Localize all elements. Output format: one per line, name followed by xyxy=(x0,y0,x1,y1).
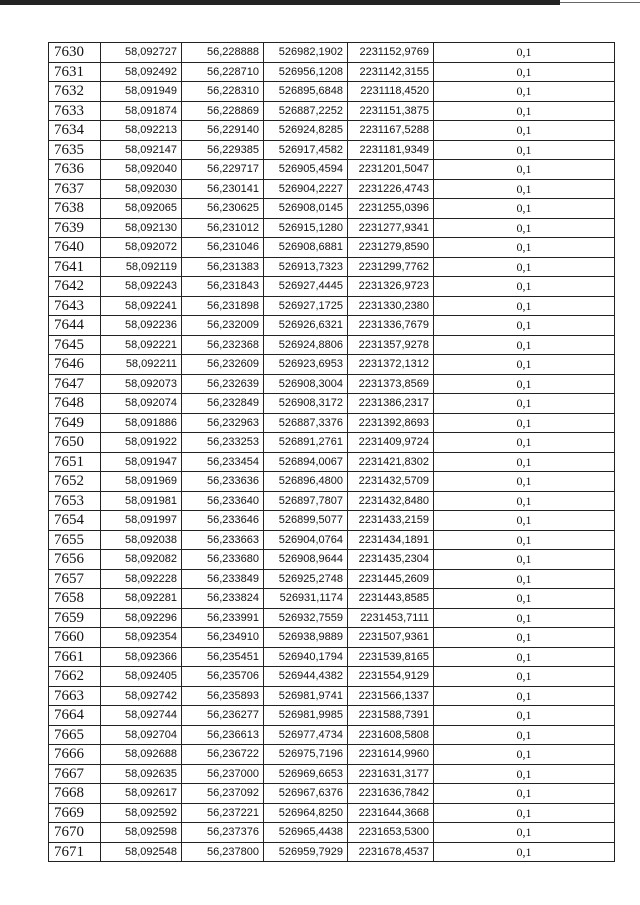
y-coordinate-cell: 2231432,5709 xyxy=(348,472,434,492)
table-row xyxy=(49,511,615,531)
latitude-cell: 58,092296 xyxy=(101,608,182,628)
x-coordinate-cell: 526905,4594 xyxy=(264,160,348,180)
value-cell: 0,1 xyxy=(434,764,615,784)
value-cell: 0,1 xyxy=(434,296,615,316)
point-number-cell: 7666 xyxy=(49,745,101,765)
latitude-cell: 58,092040 xyxy=(101,160,182,180)
point-number-cell: 7630 xyxy=(49,43,101,63)
latitude-cell: 58,091969 xyxy=(101,472,182,492)
y-coordinate-cell: 2231588,7391 xyxy=(348,706,434,726)
latitude-cell: 58,092742 xyxy=(101,686,182,706)
point-number-cell: 7664 xyxy=(49,706,101,726)
x-coordinate-cell: 526981,9741 xyxy=(264,686,348,706)
longitude-cell: 56,233680 xyxy=(182,550,264,570)
point-number-cell: 7667 xyxy=(49,764,101,784)
value-cell: 0,1 xyxy=(434,823,615,843)
value-cell: 0,1 xyxy=(434,472,615,492)
value-cell: 0,1 xyxy=(434,374,615,394)
point-number-cell: 7651 xyxy=(49,452,101,472)
latitude-cell: 58,092354 xyxy=(101,628,182,648)
table-row xyxy=(49,550,615,570)
x-coordinate-cell: 526908,3172 xyxy=(264,394,348,414)
longitude-cell: 56,237000 xyxy=(182,764,264,784)
point-number-cell: 7639 xyxy=(49,218,101,238)
point-number-cell: 7650 xyxy=(49,433,101,453)
value-cell: 0,1 xyxy=(434,101,615,121)
y-coordinate-cell: 2231409,9724 xyxy=(348,433,434,453)
point-number-cell: 7661 xyxy=(49,647,101,667)
y-coordinate-cell: 2231151,3875 xyxy=(348,101,434,121)
x-coordinate-cell: 526897,7807 xyxy=(264,491,348,511)
x-coordinate-cell: 526965,4438 xyxy=(264,823,348,843)
point-number-cell: 7670 xyxy=(49,823,101,843)
value-cell: 0,1 xyxy=(434,82,615,102)
latitude-cell: 58,092688 xyxy=(101,745,182,765)
x-coordinate-cell: 526908,0145 xyxy=(264,199,348,219)
longitude-cell: 56,232609 xyxy=(182,355,264,375)
x-coordinate-cell: 526982,1902 xyxy=(264,43,348,63)
point-number-cell: 7645 xyxy=(49,335,101,355)
value-cell: 0,1 xyxy=(434,706,615,726)
y-coordinate-cell: 2231279,8590 xyxy=(348,238,434,258)
point-number-cell: 7647 xyxy=(49,374,101,394)
table-row xyxy=(49,335,615,355)
latitude-cell: 58,092727 xyxy=(101,43,182,63)
longitude-cell: 56,232963 xyxy=(182,413,264,433)
x-coordinate-cell: 526977,4734 xyxy=(264,725,348,745)
value-cell: 0,1 xyxy=(434,257,615,277)
table-row xyxy=(49,257,615,277)
x-coordinate-cell: 526899,5077 xyxy=(264,511,348,531)
longitude-cell: 56,233640 xyxy=(182,491,264,511)
y-coordinate-cell: 2231152,9769 xyxy=(348,43,434,63)
x-coordinate-cell: 526938,9889 xyxy=(264,628,348,648)
longitude-cell: 56,231383 xyxy=(182,257,264,277)
latitude-cell: 58,092281 xyxy=(101,589,182,609)
x-coordinate-cell: 526981,9985 xyxy=(264,706,348,726)
value-cell: 0,1 xyxy=(434,803,615,823)
latitude-cell: 58,092744 xyxy=(101,706,182,726)
table-row xyxy=(49,706,615,726)
table-row xyxy=(49,238,615,258)
latitude-cell: 58,092130 xyxy=(101,218,182,238)
x-coordinate-cell: 526908,6881 xyxy=(264,238,348,258)
point-number-cell: 7660 xyxy=(49,628,101,648)
longitude-cell: 56,229140 xyxy=(182,121,264,141)
point-number-cell: 7636 xyxy=(49,160,101,180)
table-row xyxy=(49,472,615,492)
latitude-cell: 58,092213 xyxy=(101,121,182,141)
x-coordinate-cell: 526904,2227 xyxy=(264,179,348,199)
y-coordinate-cell: 2231357,9278 xyxy=(348,335,434,355)
value-cell: 0,1 xyxy=(434,628,615,648)
point-number-cell: 7655 xyxy=(49,530,101,550)
longitude-cell: 56,231046 xyxy=(182,238,264,258)
value-cell: 0,1 xyxy=(434,199,615,219)
value-cell: 0,1 xyxy=(434,179,615,199)
longitude-cell: 56,237221 xyxy=(182,803,264,823)
y-coordinate-cell: 2231392,8693 xyxy=(348,413,434,433)
value-cell: 0,1 xyxy=(434,569,615,589)
y-coordinate-cell: 2231435,2304 xyxy=(348,550,434,570)
x-coordinate-cell: 526887,2252 xyxy=(264,101,348,121)
table-row xyxy=(49,686,615,706)
y-coordinate-cell: 2231372,1312 xyxy=(348,355,434,375)
scan-top-edge xyxy=(0,0,560,5)
longitude-cell: 56,232009 xyxy=(182,316,264,336)
latitude-cell: 58,092221 xyxy=(101,335,182,355)
table-row xyxy=(49,82,615,102)
x-coordinate-cell: 526908,3004 xyxy=(264,374,348,394)
y-coordinate-cell: 2231326,9723 xyxy=(348,277,434,297)
value-cell: 0,1 xyxy=(434,452,615,472)
y-coordinate-cell: 2231433,2159 xyxy=(348,511,434,531)
longitude-cell: 56,231898 xyxy=(182,296,264,316)
point-number-cell: 7662 xyxy=(49,667,101,687)
x-coordinate-cell: 526964,8250 xyxy=(264,803,348,823)
longitude-cell: 56,228869 xyxy=(182,101,264,121)
longitude-cell: 56,233991 xyxy=(182,608,264,628)
table-row xyxy=(49,374,615,394)
value-cell: 0,1 xyxy=(434,608,615,628)
value-cell: 0,1 xyxy=(434,745,615,765)
y-coordinate-cell: 2231678,4537 xyxy=(348,842,434,862)
point-number-cell: 7642 xyxy=(49,277,101,297)
latitude-cell: 58,092030 xyxy=(101,179,182,199)
value-cell: 0,1 xyxy=(434,121,615,141)
point-number-cell: 7649 xyxy=(49,413,101,433)
value-cell: 0,1 xyxy=(434,589,615,609)
x-coordinate-cell: 526969,6653 xyxy=(264,764,348,784)
longitude-cell: 56,228710 xyxy=(182,62,264,82)
latitude-cell: 58,092236 xyxy=(101,316,182,336)
value-cell: 0,1 xyxy=(434,530,615,550)
point-number-cell: 7633 xyxy=(49,101,101,121)
table-row xyxy=(49,628,615,648)
y-coordinate-cell: 2231644,3668 xyxy=(348,803,434,823)
value-cell: 0,1 xyxy=(434,647,615,667)
value-cell: 0,1 xyxy=(434,550,615,570)
longitude-cell: 56,233636 xyxy=(182,472,264,492)
longitude-cell: 56,236277 xyxy=(182,706,264,726)
point-number-cell: 7640 xyxy=(49,238,101,258)
coordinates-table xyxy=(48,42,615,862)
value-cell: 0,1 xyxy=(434,277,615,297)
latitude-cell: 58,092074 xyxy=(101,394,182,414)
value-cell: 0,1 xyxy=(434,433,615,453)
value-cell: 0,1 xyxy=(434,335,615,355)
table-row xyxy=(49,413,615,433)
latitude-cell: 58,092405 xyxy=(101,667,182,687)
value-cell: 0,1 xyxy=(434,784,615,804)
table-row xyxy=(49,647,615,667)
longitude-cell: 56,233824 xyxy=(182,589,264,609)
longitude-cell: 56,233253 xyxy=(182,433,264,453)
latitude-cell: 58,092592 xyxy=(101,803,182,823)
table-row xyxy=(49,530,615,550)
point-number-cell: 7657 xyxy=(49,569,101,589)
x-coordinate-cell: 526904,0764 xyxy=(264,530,348,550)
longitude-cell: 56,231843 xyxy=(182,277,264,297)
latitude-cell: 58,092211 xyxy=(101,355,182,375)
x-coordinate-cell: 526924,8806 xyxy=(264,335,348,355)
x-coordinate-cell: 526967,6376 xyxy=(264,784,348,804)
table-row xyxy=(49,355,615,375)
y-coordinate-cell: 2231299,7762 xyxy=(348,257,434,277)
x-coordinate-cell: 526915,1280 xyxy=(264,218,348,238)
table-row xyxy=(49,277,615,297)
y-coordinate-cell: 2231386,2317 xyxy=(348,394,434,414)
value-cell: 0,1 xyxy=(434,316,615,336)
x-coordinate-cell: 526927,4445 xyxy=(264,277,348,297)
point-number-cell: 7658 xyxy=(49,589,101,609)
table-row xyxy=(49,199,615,219)
y-coordinate-cell: 2231614,9960 xyxy=(348,745,434,765)
x-coordinate-cell: 526927,1725 xyxy=(264,296,348,316)
y-coordinate-cell: 2231445,2609 xyxy=(348,569,434,589)
latitude-cell: 58,092147 xyxy=(101,140,182,160)
point-number-cell: 7635 xyxy=(49,140,101,160)
latitude-cell: 58,092038 xyxy=(101,530,182,550)
coordinates-table-body xyxy=(49,43,615,862)
longitude-cell: 56,235451 xyxy=(182,647,264,667)
table-row xyxy=(49,160,615,180)
point-number-cell: 7663 xyxy=(49,686,101,706)
x-coordinate-cell: 526923,6953 xyxy=(264,355,348,375)
table-row xyxy=(49,43,615,63)
x-coordinate-cell: 526908,9644 xyxy=(264,550,348,570)
point-number-cell: 7638 xyxy=(49,199,101,219)
latitude-cell: 58,092073 xyxy=(101,374,182,394)
x-coordinate-cell: 526956,1208 xyxy=(264,62,348,82)
longitude-cell: 56,233849 xyxy=(182,569,264,589)
value-cell: 0,1 xyxy=(434,842,615,862)
longitude-cell: 56,235706 xyxy=(182,667,264,687)
y-coordinate-cell: 2231373,8569 xyxy=(348,374,434,394)
y-coordinate-cell: 2231277,9341 xyxy=(348,218,434,238)
y-coordinate-cell: 2231118,4520 xyxy=(348,82,434,102)
latitude-cell: 58,092241 xyxy=(101,296,182,316)
longitude-cell: 56,229717 xyxy=(182,160,264,180)
value-cell: 0,1 xyxy=(434,140,615,160)
point-number-cell: 7641 xyxy=(49,257,101,277)
point-number-cell: 7643 xyxy=(49,296,101,316)
longitude-cell: 56,229385 xyxy=(182,140,264,160)
x-coordinate-cell: 526917,4582 xyxy=(264,140,348,160)
longitude-cell: 56,232368 xyxy=(182,335,264,355)
latitude-cell: 58,092065 xyxy=(101,199,182,219)
longitude-cell: 56,233454 xyxy=(182,452,264,472)
table-row xyxy=(49,394,615,414)
longitude-cell: 56,233646 xyxy=(182,511,264,531)
x-coordinate-cell: 526959,7929 xyxy=(264,842,348,862)
x-coordinate-cell: 526931,1174 xyxy=(264,589,348,609)
point-number-cell: 7644 xyxy=(49,316,101,336)
x-coordinate-cell: 526926,6321 xyxy=(264,316,348,336)
longitude-cell: 56,230625 xyxy=(182,199,264,219)
longitude-cell: 56,236722 xyxy=(182,745,264,765)
table-row xyxy=(49,62,615,82)
table-row xyxy=(49,608,615,628)
y-coordinate-cell: 2231432,8480 xyxy=(348,491,434,511)
y-coordinate-cell: 2231336,7679 xyxy=(348,316,434,336)
table-row xyxy=(49,667,615,687)
latitude-cell: 58,092548 xyxy=(101,842,182,862)
value-cell: 0,1 xyxy=(434,218,615,238)
longitude-cell: 56,237092 xyxy=(182,784,264,804)
y-coordinate-cell: 2231507,9361 xyxy=(348,628,434,648)
latitude-cell: 58,091947 xyxy=(101,452,182,472)
y-coordinate-cell: 2231255,0396 xyxy=(348,199,434,219)
y-coordinate-cell: 2231453,7111 xyxy=(348,608,434,628)
point-number-cell: 7648 xyxy=(49,394,101,414)
latitude-cell: 58,092072 xyxy=(101,238,182,258)
table-row xyxy=(49,296,615,316)
latitude-cell: 58,092366 xyxy=(101,647,182,667)
longitude-cell: 56,230141 xyxy=(182,179,264,199)
latitude-cell: 58,092243 xyxy=(101,277,182,297)
latitude-cell: 58,092635 xyxy=(101,764,182,784)
latitude-cell: 58,091886 xyxy=(101,413,182,433)
point-number-cell: 7632 xyxy=(49,82,101,102)
x-coordinate-cell: 526925,2748 xyxy=(264,569,348,589)
value-cell: 0,1 xyxy=(434,667,615,687)
point-number-cell: 7634 xyxy=(49,121,101,141)
longitude-cell: 56,237376 xyxy=(182,823,264,843)
y-coordinate-cell: 2231443,8585 xyxy=(348,589,434,609)
x-coordinate-cell: 526894,0067 xyxy=(264,452,348,472)
longitude-cell: 56,228310 xyxy=(182,82,264,102)
x-coordinate-cell: 526975,7196 xyxy=(264,745,348,765)
y-coordinate-cell: 2231226,4743 xyxy=(348,179,434,199)
value-cell: 0,1 xyxy=(434,394,615,414)
table-row xyxy=(49,433,615,453)
y-coordinate-cell: 2231608,5808 xyxy=(348,725,434,745)
y-coordinate-cell: 2231421,8302 xyxy=(348,452,434,472)
latitude-cell: 58,092119 xyxy=(101,257,182,277)
longitude-cell: 56,232639 xyxy=(182,374,264,394)
value-cell: 0,1 xyxy=(434,238,615,258)
y-coordinate-cell: 2231636,7842 xyxy=(348,784,434,804)
table-row xyxy=(49,218,615,238)
latitude-cell: 58,092704 xyxy=(101,725,182,745)
point-number-cell: 7631 xyxy=(49,62,101,82)
x-coordinate-cell: 526940,1794 xyxy=(264,647,348,667)
longitude-cell: 56,231012 xyxy=(182,218,264,238)
table-row xyxy=(49,764,615,784)
x-coordinate-cell: 526924,8285 xyxy=(264,121,348,141)
value-cell: 0,1 xyxy=(434,160,615,180)
point-number-cell: 7671 xyxy=(49,842,101,862)
x-coordinate-cell: 526891,2761 xyxy=(264,433,348,453)
y-coordinate-cell: 2231201,5047 xyxy=(348,160,434,180)
x-coordinate-cell: 526932,7559 xyxy=(264,608,348,628)
y-coordinate-cell: 2231142,3155 xyxy=(348,62,434,82)
table-row xyxy=(49,121,615,141)
latitude-cell: 58,091981 xyxy=(101,491,182,511)
y-coordinate-cell: 2231539,8165 xyxy=(348,647,434,667)
value-cell: 0,1 xyxy=(434,491,615,511)
latitude-cell: 58,091874 xyxy=(101,101,182,121)
longitude-cell: 56,234910 xyxy=(182,628,264,648)
latitude-cell: 58,092492 xyxy=(101,62,182,82)
table-row xyxy=(49,179,615,199)
table-row xyxy=(49,101,615,121)
table-row xyxy=(49,491,615,511)
latitude-cell: 58,091997 xyxy=(101,511,182,531)
point-number-cell: 7637 xyxy=(49,179,101,199)
table-row xyxy=(49,842,615,862)
point-number-cell: 7668 xyxy=(49,784,101,804)
table-row xyxy=(49,823,615,843)
y-coordinate-cell: 2231554,9129 xyxy=(348,667,434,687)
scan-top-edge-thin xyxy=(560,2,640,3)
value-cell: 0,1 xyxy=(434,62,615,82)
value-cell: 0,1 xyxy=(434,686,615,706)
table-row xyxy=(49,452,615,472)
table-row xyxy=(49,725,615,745)
longitude-cell: 56,236613 xyxy=(182,725,264,745)
longitude-cell: 56,228888 xyxy=(182,43,264,63)
table-row xyxy=(49,589,615,609)
x-coordinate-cell: 526913,7323 xyxy=(264,257,348,277)
y-coordinate-cell: 2231653,5300 xyxy=(348,823,434,843)
point-number-cell: 7656 xyxy=(49,550,101,570)
latitude-cell: 58,091949 xyxy=(101,82,182,102)
longitude-cell: 56,233663 xyxy=(182,530,264,550)
y-coordinate-cell: 2231566,1337 xyxy=(348,686,434,706)
longitude-cell: 56,232849 xyxy=(182,394,264,414)
latitude-cell: 58,092617 xyxy=(101,784,182,804)
y-coordinate-cell: 2231434,1891 xyxy=(348,530,434,550)
table-row xyxy=(49,803,615,823)
point-number-cell: 7654 xyxy=(49,511,101,531)
value-cell: 0,1 xyxy=(434,511,615,531)
longitude-cell: 56,237800 xyxy=(182,842,264,862)
latitude-cell: 58,091922 xyxy=(101,433,182,453)
table-row xyxy=(49,316,615,336)
point-number-cell: 7653 xyxy=(49,491,101,511)
point-number-cell: 7646 xyxy=(49,355,101,375)
y-coordinate-cell: 2231330,2380 xyxy=(348,296,434,316)
latitude-cell: 58,092598 xyxy=(101,823,182,843)
x-coordinate-cell: 526895,6848 xyxy=(264,82,348,102)
x-coordinate-cell: 526887,3376 xyxy=(264,413,348,433)
y-coordinate-cell: 2231167,5288 xyxy=(348,121,434,141)
point-number-cell: 7669 xyxy=(49,803,101,823)
x-coordinate-cell: 526896,4800 xyxy=(264,472,348,492)
longitude-cell: 56,235893 xyxy=(182,686,264,706)
y-coordinate-cell: 2231181,9349 xyxy=(348,140,434,160)
table-row xyxy=(49,569,615,589)
value-cell: 0,1 xyxy=(434,413,615,433)
point-number-cell: 7652 xyxy=(49,472,101,492)
x-coordinate-cell: 526944,4382 xyxy=(264,667,348,687)
value-cell: 0,1 xyxy=(434,355,615,375)
latitude-cell: 58,092082 xyxy=(101,550,182,570)
point-number-cell: 7659 xyxy=(49,608,101,628)
table-row xyxy=(49,784,615,804)
value-cell: 0,1 xyxy=(434,725,615,745)
table-row xyxy=(49,140,615,160)
latitude-cell: 58,092228 xyxy=(101,569,182,589)
y-coordinate-cell: 2231631,3177 xyxy=(348,764,434,784)
value-cell: 0,1 xyxy=(434,43,615,63)
point-number-cell: 7665 xyxy=(49,725,101,745)
table-row xyxy=(49,745,615,765)
